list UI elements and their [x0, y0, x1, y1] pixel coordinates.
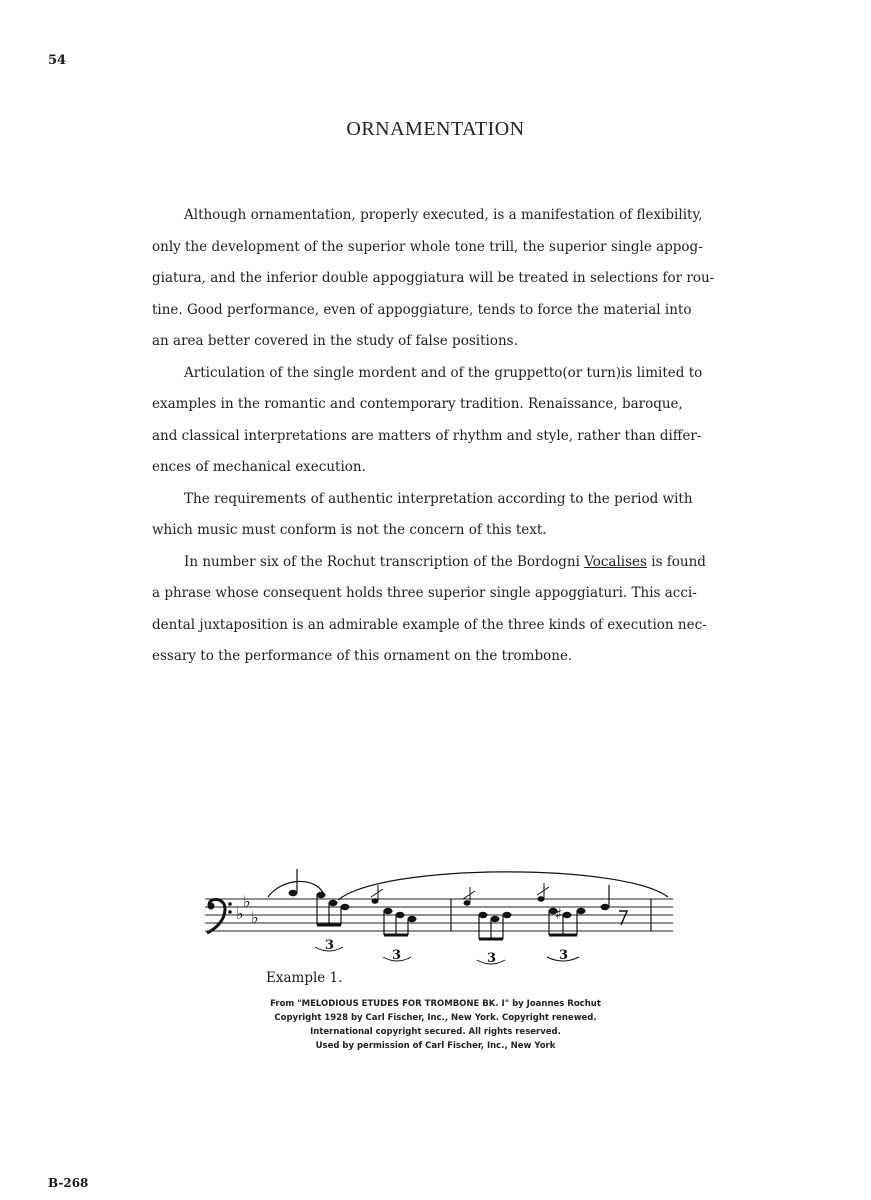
- svg-text:♭: ♭: [251, 908, 259, 927]
- music-example-staff: [203, 855, 678, 970]
- text-line: giatura, and the inferior double appoggiatura will be treated in selections for rou-: [152, 270, 715, 286]
- text-line: tine. Good performance, even of appoggiature, tends to force the material into: [152, 301, 692, 318]
- example-caption: Example 1.: [266, 970, 343, 986]
- paragraph-3: [152, 484, 722, 547]
- page-number: 54: [48, 53, 67, 68]
- triplet-3: 3: [325, 938, 335, 953]
- body-text: [152, 200, 722, 673]
- text-line: which music must conform is not the concern of this text.: [152, 522, 547, 538]
- text-line: essary to the performance of this ornament on the trombone.: [152, 648, 573, 664]
- triplet-markers: [325, 938, 568, 966]
- text-line: Articulation of the single mordent and of the gruppetto(or turn)is limited to: [184, 364, 703, 381]
- text-line: dental juxtaposition is an admirable example of the three kinds of execution nec-: [152, 616, 707, 633]
- book-title-underlined: Vocalises: [584, 553, 647, 570]
- triplet-3: 3: [487, 951, 497, 966]
- grace-notes-icon: [371, 883, 549, 905]
- svg-text:♭: ♭: [236, 904, 244, 923]
- footer-code: B-268: [48, 1176, 89, 1190]
- key-signature-flats: [236, 892, 259, 927]
- sharp-icon: [555, 905, 562, 923]
- text-line: an area better covered in the study of false positions.: [152, 333, 518, 349]
- text-line: In number six of the Rochut transcription of the Bordogni Vocalises is found: [184, 553, 706, 570]
- text-line: ences of mechanical execution.: [152, 459, 366, 475]
- svg-text:♯: ♯: [555, 905, 563, 923]
- page-title: ORNAMENTATION: [346, 118, 525, 140]
- text-line: only the development of the superior whole tone trill, the superior single appog-: [152, 238, 703, 255]
- text-line: and classical interpretations are matters of rhythm and style, rather than differ-: [152, 427, 702, 444]
- text-line: examples in the romantic and contemporary tradition. Renaissance, baroque,: [152, 396, 683, 412]
- bass-clef-icon: [207, 899, 232, 933]
- paragraph-2: [152, 358, 722, 484]
- credit-line: Used by permission of Carl Fischer, Inc., New York: [315, 1041, 556, 1051]
- beams-icon: [317, 925, 577, 939]
- text-line: Although ornamentation, properly executed, is a manifestation of flexibility,: [184, 207, 703, 223]
- credit-line: From "MELODIOUS ETUDES FOR TROMBONE BK. I" by Joannes Rochut: [270, 999, 601, 1009]
- svg-text:♭: ♭: [243, 892, 251, 911]
- triplet-3: 3: [559, 948, 569, 963]
- triplet-3: 3: [392, 948, 402, 963]
- credit-line: International copyright secured. All rights reserved.: [310, 1027, 561, 1037]
- text-line: a phrase whose consequent holds three superior single appoggiaturi. This acci-: [152, 585, 697, 601]
- paragraph-4: [152, 547, 722, 673]
- credit-line: Copyright 1928 by Carl Fischer, Inc., New York. Copyright renewed.: [274, 1013, 597, 1023]
- copyright-credits: [0, 997, 871, 1053]
- music-notation: [203, 855, 678, 970]
- paragraph-1: [152, 200, 722, 358]
- text-line: The requirements of authentic interpretation according to the period with: [184, 490, 693, 507]
